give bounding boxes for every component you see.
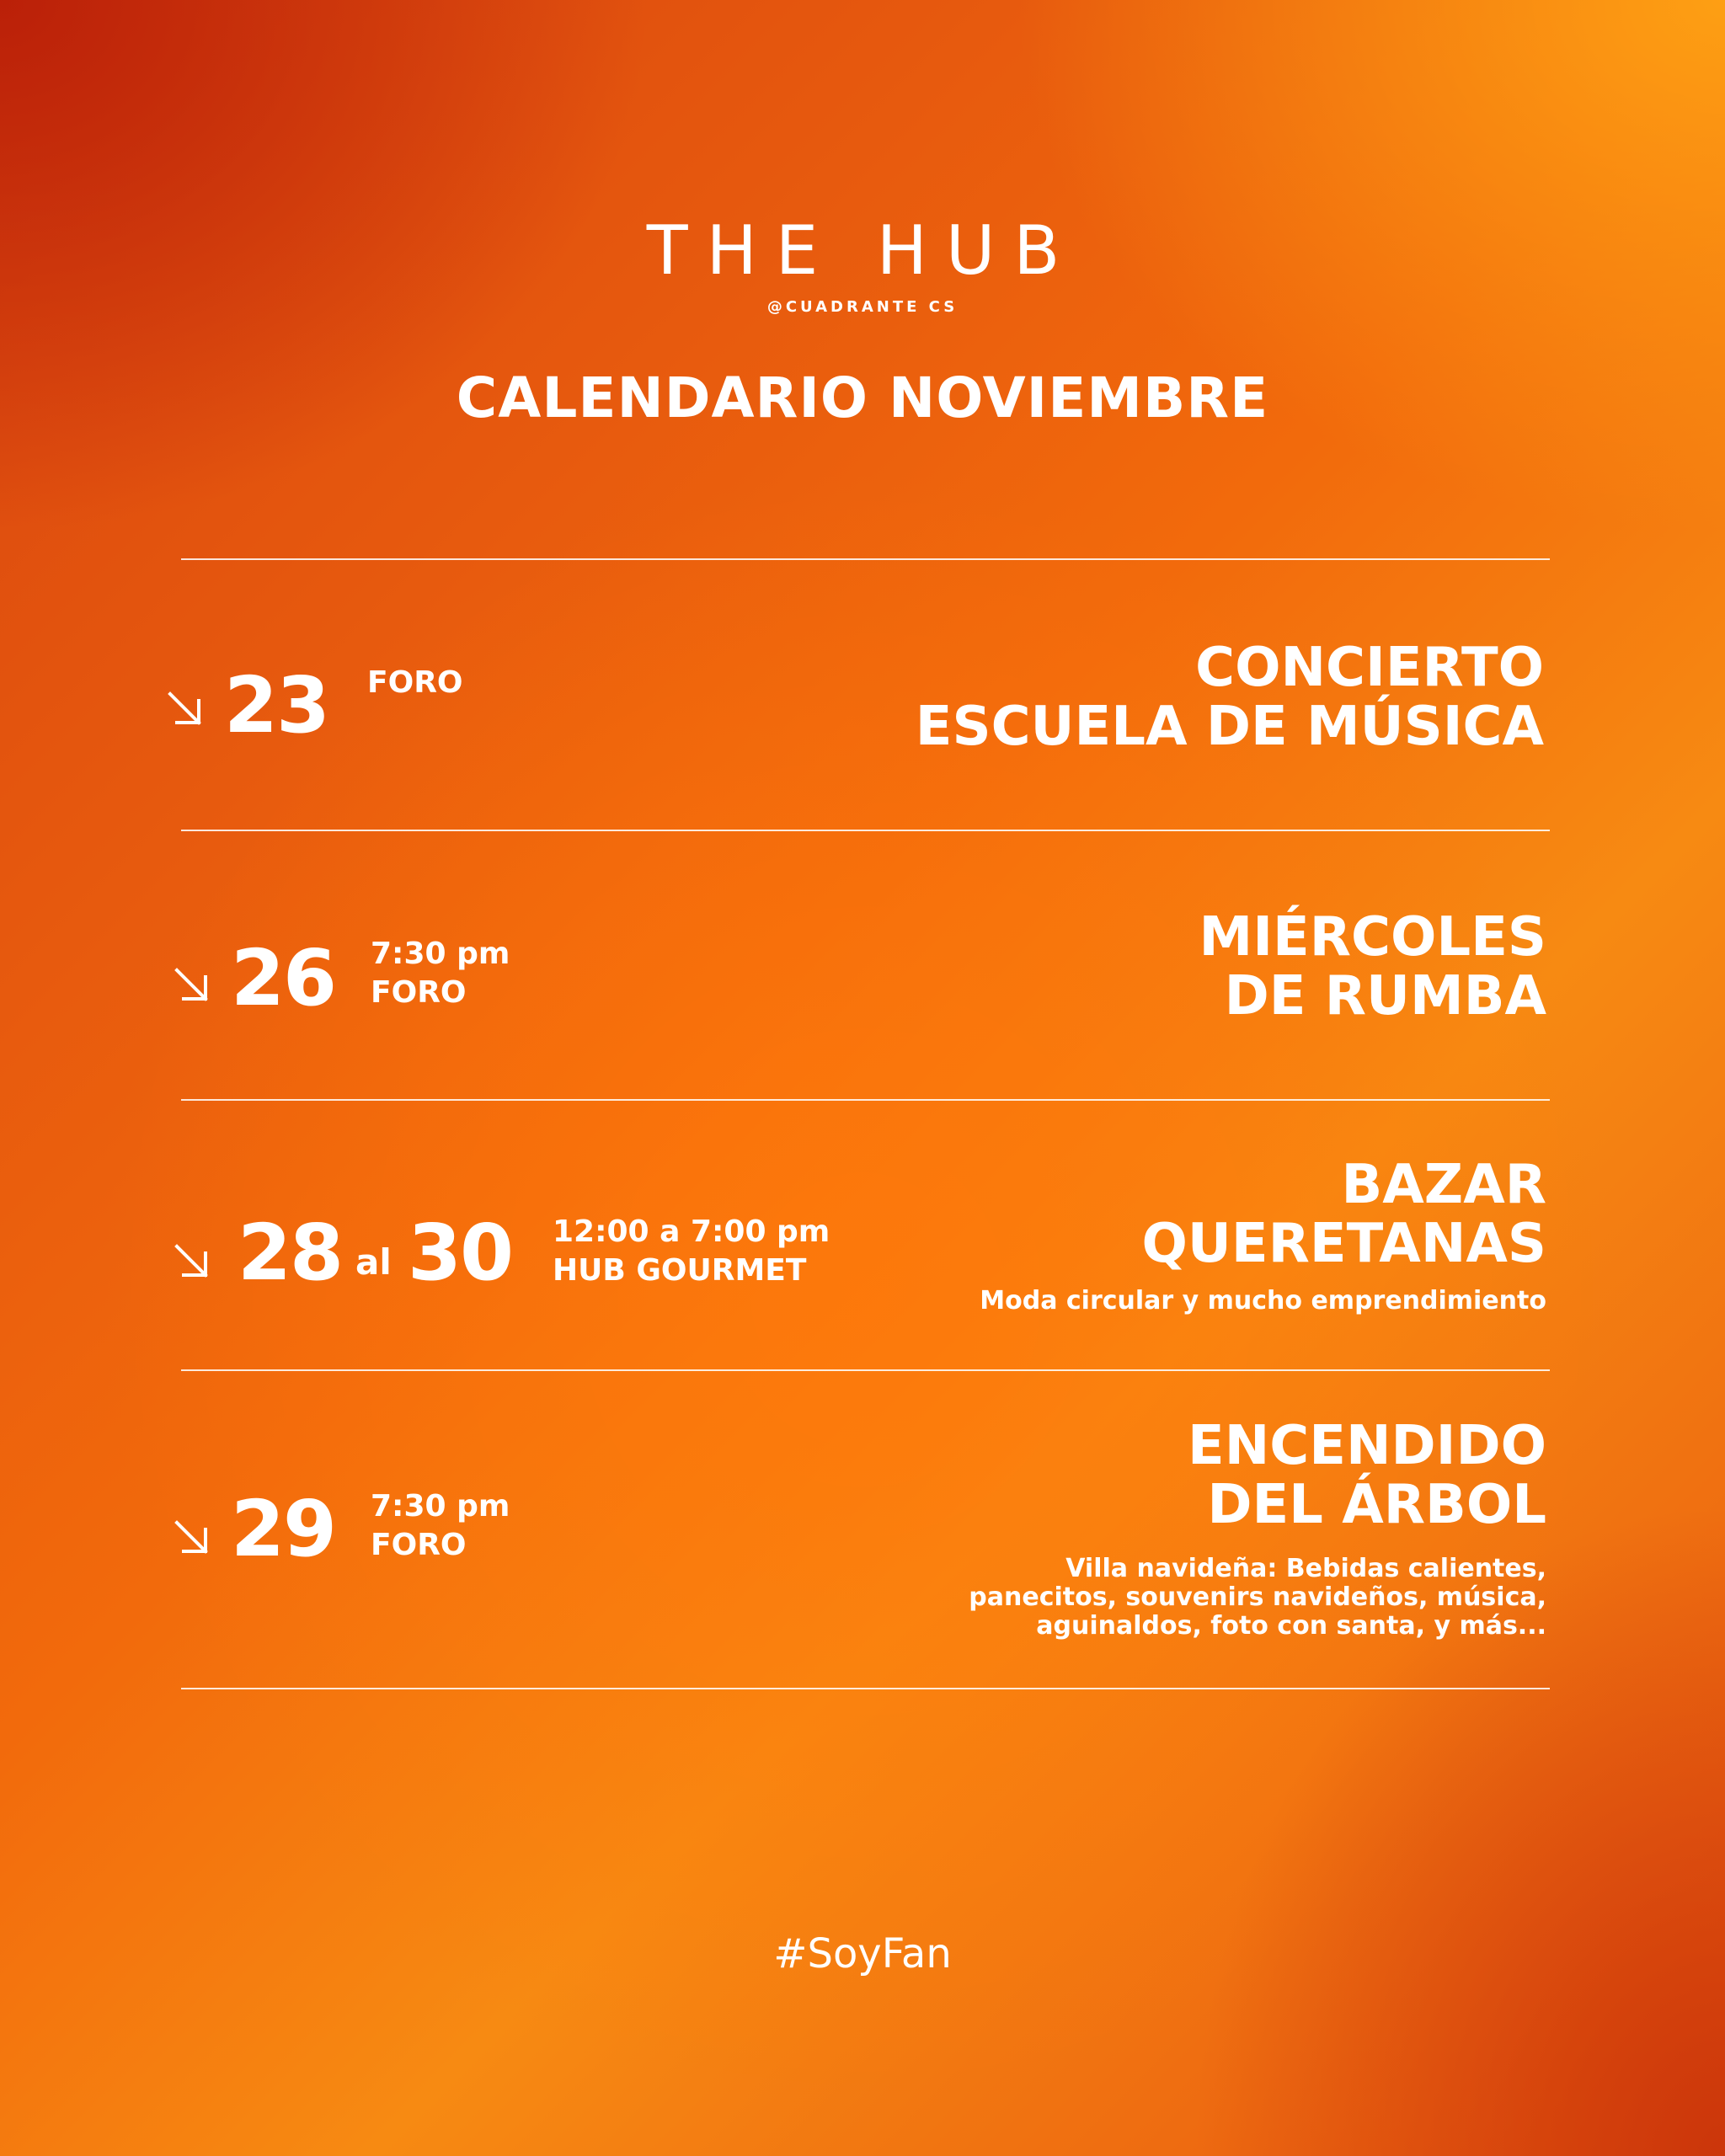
event-title-line: QUERETANAS xyxy=(1141,1213,1546,1275)
divider xyxy=(181,830,1550,831)
event-title-line: ESCUELA DE MÚSICA xyxy=(915,696,1544,758)
arrow-down-right-icon xyxy=(165,689,204,728)
event-title-line: BAZAR xyxy=(1341,1154,1546,1216)
page-title: CALENDARIO NOVIEMBRE xyxy=(456,366,1269,430)
event-day: 29 xyxy=(231,1484,336,1574)
event-title-line: CONCIERTO xyxy=(1195,637,1544,699)
event-description-line: Moda circular y mucho emprendimiento xyxy=(980,1286,1546,1315)
event-venue: FORO xyxy=(371,975,467,1010)
event-description xyxy=(969,1555,1546,1641)
event-description-line: aguinaldos, foto con santa, y más... xyxy=(1036,1611,1546,1641)
arrow-down-right-icon xyxy=(172,1241,211,1280)
arrow-down-right-icon xyxy=(172,965,211,1004)
divider xyxy=(181,558,1550,560)
divider xyxy=(181,1688,1550,1689)
event-venue: FORO xyxy=(367,665,463,700)
event-day-start: 28 xyxy=(238,1208,343,1298)
event-meta xyxy=(371,1487,510,1565)
event-day-end: 30 xyxy=(408,1208,513,1298)
event-title xyxy=(1142,1155,1547,1273)
event-day: 26 xyxy=(231,933,336,1023)
event-title-line: ENCENDIDO xyxy=(1188,1415,1546,1477)
event-description-line: Villa navideña: Bebidas calientes, xyxy=(1065,1554,1546,1583)
divider xyxy=(181,1099,1550,1101)
event-meta xyxy=(553,1213,830,1290)
event-title-line: DE RUMBA xyxy=(1224,965,1546,1027)
event-venue: HUB GOURMET xyxy=(553,1253,807,1288)
event-time: 7:30 pm xyxy=(371,937,510,971)
event-meta xyxy=(371,935,510,1012)
event-title-line: MIÉRCOLES xyxy=(1199,906,1546,969)
event-time: 12:00 a 7:00 pm xyxy=(553,1214,830,1249)
event-day: 23 xyxy=(224,660,329,750)
event-description-line: panecitos, souvenirs navideños, música, xyxy=(969,1582,1546,1612)
brand-logo: THE HUB xyxy=(646,211,1079,290)
event-title xyxy=(1188,1417,1546,1534)
brand-sublogo: @CUADRANTE CS xyxy=(766,298,959,316)
event-venue: FORO xyxy=(371,1528,467,1562)
event-day-connector: al xyxy=(355,1241,392,1283)
hashtag: #SoyFan xyxy=(773,1930,952,1977)
divider xyxy=(181,1369,1550,1371)
event-title xyxy=(916,638,1544,756)
arrow-down-right-icon xyxy=(172,1518,211,1556)
event-title-line: DEL ÁRBOL xyxy=(1207,1474,1546,1536)
event-description xyxy=(980,1287,1546,1315)
event-time: 7:30 pm xyxy=(371,1489,510,1524)
event-title xyxy=(1199,908,1546,1026)
